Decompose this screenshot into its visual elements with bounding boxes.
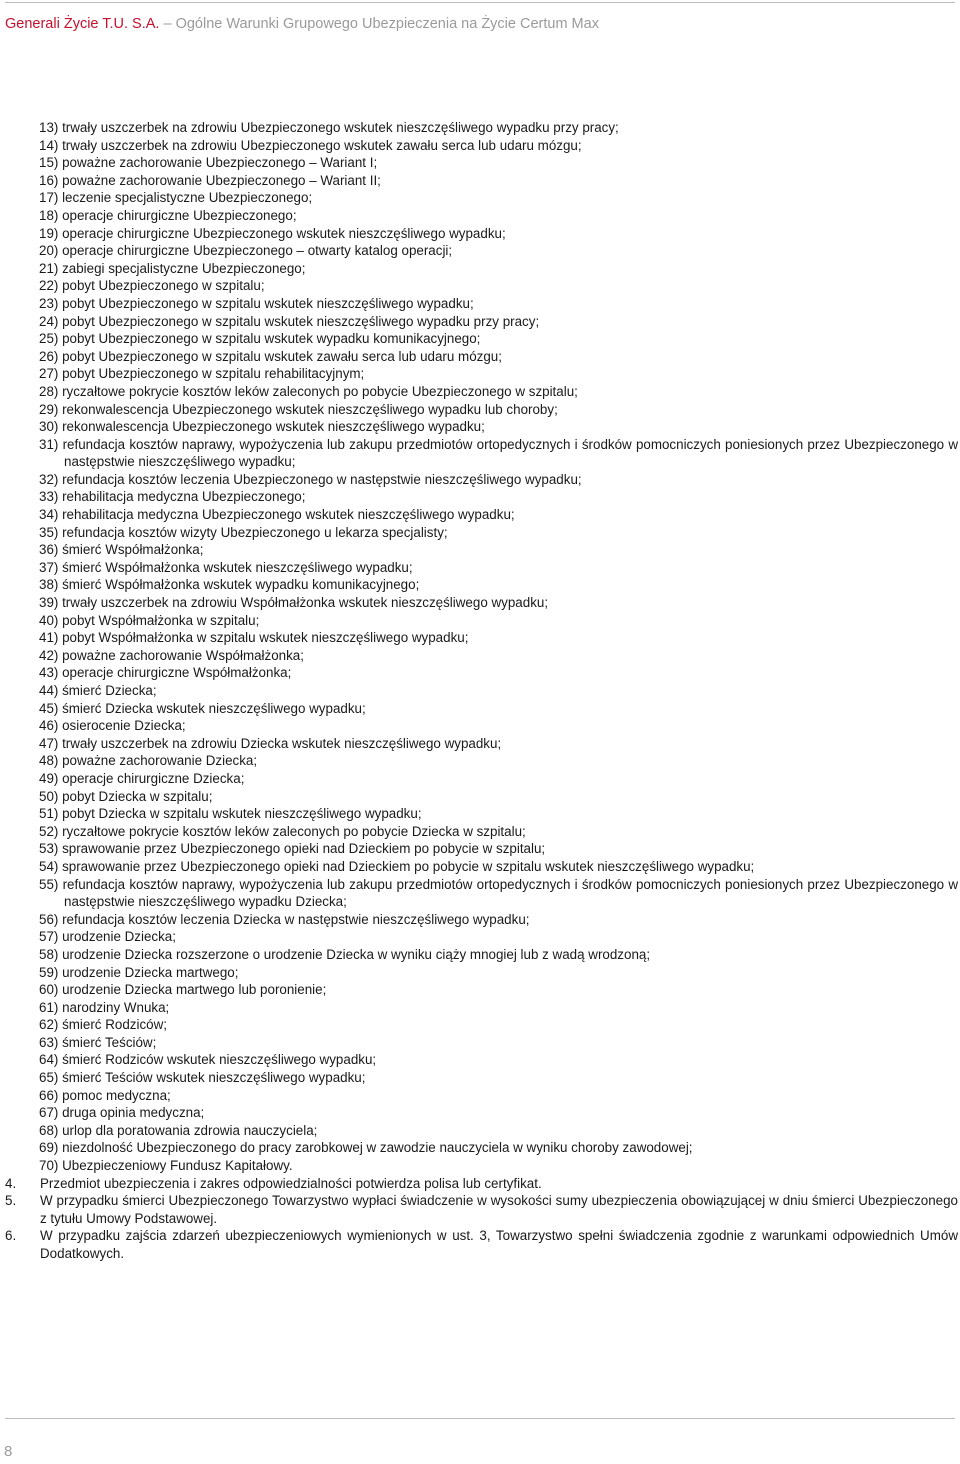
list-item: 22) pobyt Ubezpieczonego w szpitalu; — [39, 278, 265, 294]
list-item: 26) pobyt Ubezpieczonego w szpitalu wskutek zawału serca lub udaru mózgu; — [39, 348, 502, 364]
clause-5 — [0, 1192, 958, 1227]
clause-text: Przedmiot ubezpieczenia i zakres odpowiedzialności potwierdza polisa lub certyfikat. — [40, 1175, 542, 1191]
list-item: 64) śmierć Rodziców wskutek nieszczęśliwego wypadku; — [39, 1052, 377, 1068]
list-item: 66) pomoc medyczna; — [39, 1087, 171, 1103]
footer-rule — [5, 1418, 955, 1419]
list-item: 38) śmierć Współmałżonka wskutek wypadku komunikacyjnego; — [39, 577, 420, 593]
list-item: 40) pobyt Współmałżonka w szpitalu; — [39, 612, 260, 628]
list-item: 65) śmierć Teściów wskutek nieszczęśliwego wypadku; — [39, 1070, 366, 1086]
list-item: 33) rehabilitacja medyczna Ubezpieczonego; — [39, 489, 306, 505]
list-item: 55) refundacja kosztów naprawy, wypożyczenia lub zakupu przedmiotów ortopedycznych i środków pomocniczych poniesionych przez Ubezpieczonego w następstwie nieszczęśliwego wypadku Dziecka; — [39, 876, 958, 910]
list-item: 36) śmierć Współmałżonka; — [39, 542, 204, 558]
list-item: 68) urlop dla poratowania zdrowia nauczyciela; — [39, 1122, 318, 1138]
document-body — [0, 119, 958, 1263]
header-rule — [5, 2, 955, 3]
header-document-title: Ogólne Warunki Grupowego Ubezpieczenia na Życie Certum Max — [175, 16, 599, 32]
list-item: 67) druga opinia medyczna; — [39, 1105, 205, 1121]
coverage-list — [0, 119, 958, 1175]
list-item: 62) śmierć Rodziców; — [39, 1017, 167, 1033]
list-item: 39) trwały uszczerbek na zdrowiu Współmałżonka wskutek nieszczęśliwego wypadku; — [39, 595, 549, 611]
list-item: 47) trwały uszczerbek na zdrowiu Dziecka wskutek nieszczęśliwego wypadku; — [39, 735, 502, 751]
list-item: 57) urodzenie Dziecka; — [39, 929, 176, 945]
list-item: 59) urodzenie Dziecka martwego; — [39, 964, 239, 980]
list-item: 32) refundacja kosztów leczenia Ubezpieczonego w następstwie nieszczęśliwego wypadku; — [39, 471, 582, 487]
list-item: 41) pobyt Współmałżonka w szpitalu wskutek nieszczęśliwego wypadku; — [39, 630, 469, 646]
list-item: 37) śmierć Współmałżonka wskutek nieszczęśliwego wypadku; — [39, 559, 413, 575]
list-item: 29) rekonwalescencja Ubezpieczonego wskutek nieszczęśliwego wypadku lub choroby; — [39, 401, 558, 417]
list-item: 19) operacje chirurgiczne Ubezpieczonego wskutek nieszczęśliwego wypadku; — [39, 225, 506, 241]
list-item: 53) sprawowanie przez Ubezpieczonego opieki nad Dzieckiem po pobycie w szpitalu; — [39, 841, 546, 857]
list-item: 25) pobyt Ubezpieczonego w szpitalu wskutek wypadku komunikacyjnego; — [39, 331, 481, 347]
clause-text: W przypadku zajścia zdarzeń ubezpieczeniowych wymienionych w ust. 3, Towarzystwo spełni świadczenia zgodnie z warunkami odpowiednich Umów Dodatkowych. — [40, 1228, 958, 1261]
list-item: 49) operacje chirurgiczne Dziecka; — [39, 770, 245, 786]
list-item: 44) śmierć Dziecka; — [39, 683, 157, 698]
list-item: 46) osierocenie Dziecka; — [39, 718, 186, 734]
list-item: 51) pobyt Dziecka w szpitalu wskutek nieszczęśliwego wypadku; — [39, 806, 422, 822]
clause-6 — [0, 1227, 958, 1262]
list-item: 45) śmierć Dziecka wskutek nieszczęśliwego wypadku; — [39, 700, 366, 716]
list-item: 20) operacje chirurgiczne Ubezpieczonego – otwarty katalog operacji; — [39, 243, 453, 259]
list-item: 70) Ubezpieczeniowy Fundusz Kapitałowy. — [39, 1158, 293, 1174]
clause-number: 4. — [5, 1175, 17, 1191]
list-item: 56) refundacja kosztów leczenia Dziecka w następstwie nieszczęśliwego wypadku; — [39, 911, 530, 927]
list-item: 17) leczenie specjalistyczne Ubezpieczonego; — [39, 190, 313, 206]
list-item: 34) rehabilitacja medyczna Ubezpieczonego wskutek nieszczęśliwego wypadku; — [39, 507, 515, 523]
list-item: 24) pobyt Ubezpieczonego w szpitalu wskutek nieszczęśliwego wypadku przy pracy; — [39, 313, 540, 329]
list-item: 13) trwały uszczerbek na zdrowiu Ubezpieczonego wskutek nieszczęśliwego wypadku przy pracy; — [39, 120, 619, 135]
list-item: 15) poważne zachorowanie Ubezpieczonego – Wariant I; — [39, 155, 378, 171]
list-item: 30) rekonwalescencja Ubezpieczonego wskutek nieszczęśliwego wypadku; — [39, 419, 485, 435]
page-number: 8 — [4, 1443, 13, 1460]
list-item: 31) refundacja kosztów naprawy, wypożyczenia lub zakupu przedmiotów ortopedycznych i środków pomocniczych poniesionych przez Ubezpieczonego w następstwie nieszczęśliwego wypadku; — [39, 436, 958, 470]
clause-number: 6. — [5, 1228, 17, 1244]
clause-text: W przypadku śmierci Ubezpieczonego Towarzystwo wypłaci świadczenie w wysokości sumy ubezpieczenia obowiązującej w dniu śmierci Ubezpieczonego z tytułu Umowy Podstawowej. — [40, 1193, 958, 1226]
list-item: 54) sprawowanie przez Ubezpieczonego opieki nad Dzieckiem po pobycie w szpitalu wskutek nieszczęśliwego wypadku; — [39, 858, 755, 874]
list-item: 23) pobyt Ubezpieczonego w szpitalu wskutek nieszczęśliwego wypadku; — [39, 295, 474, 311]
list-item: 50) pobyt Dziecka w szpitalu; — [39, 788, 213, 804]
list-item: 27) pobyt Ubezpieczonego w szpitalu rehabilitacyjnym; — [39, 366, 365, 382]
list-item: 52) ryczałtowe pokrycie kosztów leków zaleconych po pobycie Dziecka w szpitalu; — [39, 823, 526, 839]
list-item: 58) urodzenie Dziecka rozszerzone o urodzenie Dziecka w wyniku ciąży mnogiej lub z wadą wrodzoną; — [39, 946, 651, 962]
list-item: 43) operacje chirurgiczne Współmałżonka; — [39, 665, 292, 681]
header-separator: – — [159, 16, 176, 32]
list-item: 18) operacje chirurgiczne Ubezpieczonego; — [39, 207, 297, 223]
list-item: 61) narodziny Wnuka; — [39, 999, 170, 1015]
list-item: 48) poważne zachorowanie Dziecka; — [39, 753, 258, 769]
list-item: 16) poważne zachorowanie Ubezpieczonego – Wariant II; — [39, 172, 381, 188]
list-item: 35) refundacja kosztów wizyty Ubezpieczonego u lekarza specjalisty; — [39, 524, 448, 540]
list-item: 63) śmierć Teściów; — [39, 1034, 157, 1050]
clause-number: 5. — [5, 1193, 17, 1209]
list-item: 60) urodzenie Dziecka martwego lub poronienie; — [39, 982, 327, 998]
list-item: 42) poważne zachorowanie Współmałżonka; — [39, 647, 304, 663]
list-item: 21) zabiegi specjalistyczne Ubezpieczonego; — [39, 260, 306, 276]
list-item: 69) niezdolność Ubezpieczonego do pracy zarobkowej w zawodzie nauczyciela w wyniku choroby zawodowej; — [39, 1140, 693, 1156]
list-item: 14) trwały uszczerbek na zdrowiu Ubezpieczonego wskutek zawału serca lub udaru mózgu; — [39, 137, 582, 153]
list-item: 28) ryczałtowe pokrycie kosztów leków zaleconych po pobycie Ubezpieczonego w szpitalu; — [39, 383, 578, 399]
running-header — [5, 14, 599, 34]
clause-4 — [0, 1175, 958, 1193]
header-company: Generali Życie T.U. S.A. — [5, 16, 160, 32]
